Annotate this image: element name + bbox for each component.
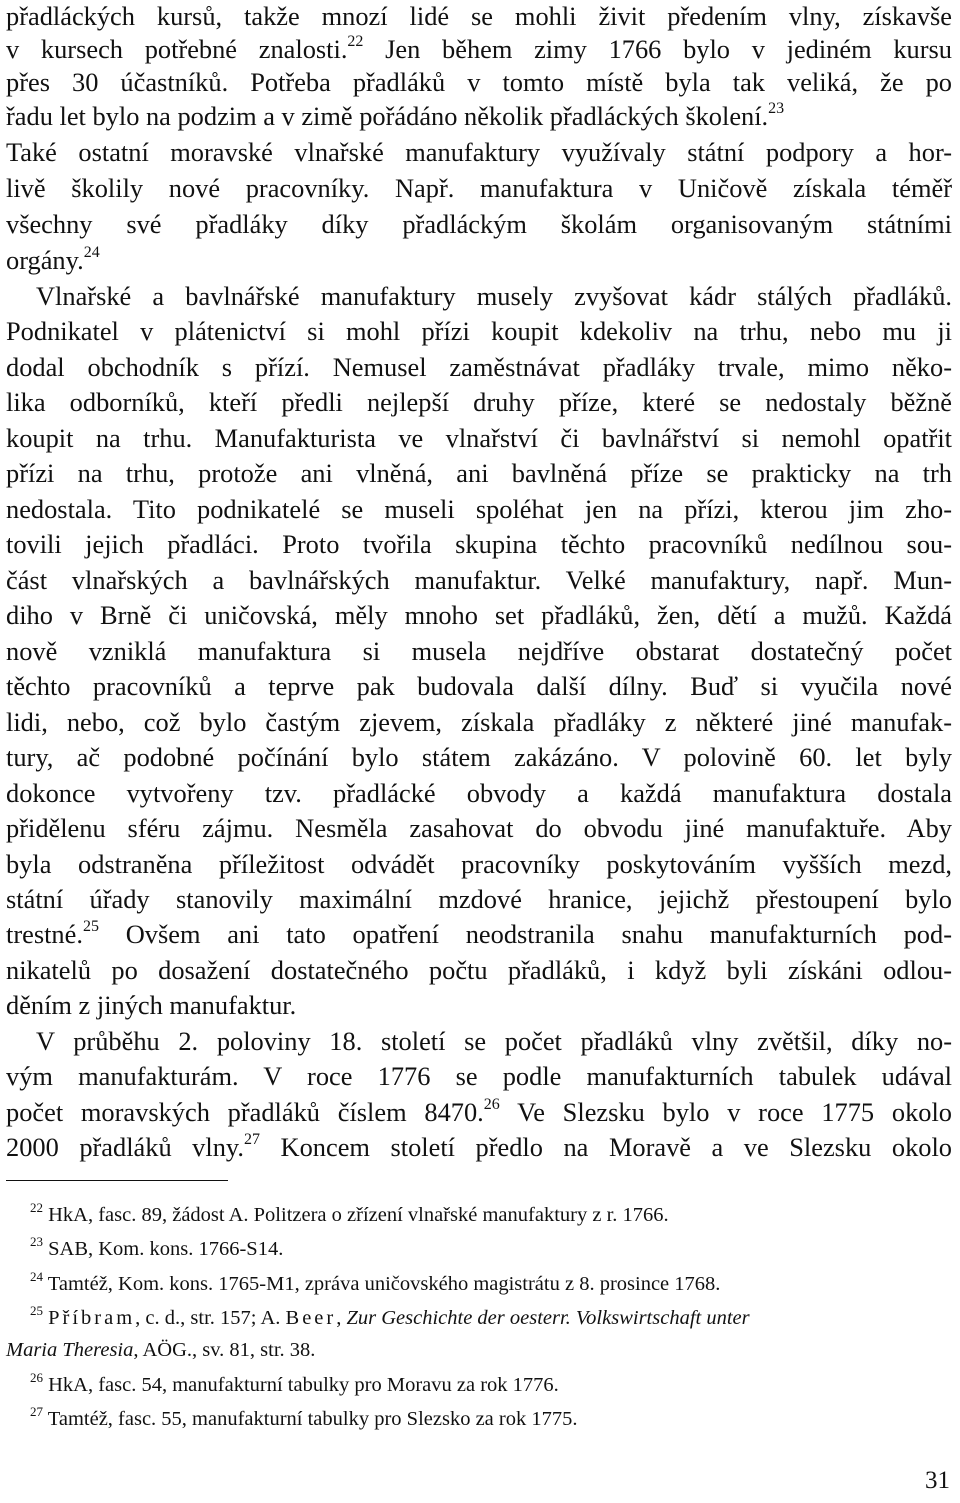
- body-text: dokonce vytvořeny tzv. přadlácké obvody a každá manufaktura dostala: [6, 778, 952, 808]
- body-line: [6, 351, 952, 384]
- footnote-ref[interactable]: 26: [483, 1096, 500, 1114]
- footnote-text: , AÖG., sv. 81, str. 38.: [133, 1339, 316, 1361]
- body-text: těchto pracovníků a teprve pak budovala další dílny. Buď si vyučila nové: [6, 671, 952, 701]
- footnote-title: Zur Geschichte der oesterr. Volkswirtschaft unter: [346, 1307, 750, 1329]
- footnote-text: ,: [336, 1307, 342, 1329]
- body-line: [6, 100, 952, 133]
- footnote-text: HkA, fasc. 89, žádost A. Politzera o zřízení vlnařské manufaktury z r. 1766.: [48, 1204, 669, 1226]
- body-text: děním z jiných manufaktur.: [6, 990, 297, 1020]
- body-text: Ve Slezsku bylo v roce 1775 okolo: [517, 1097, 952, 1127]
- body-text: řadu let bylo na podzim a v zimě pořádáno několik přadláckých školení.: [6, 101, 769, 131]
- page-number: 31: [925, 1467, 950, 1494]
- footnote-number: 27: [30, 1404, 43, 1420]
- body-line: [6, 1131, 952, 1164]
- body-text: Vlnařské a bavlnářské manufaktury musely zvyšovat kádr stálých přadláků.: [36, 281, 952, 311]
- body-line: [6, 386, 952, 419]
- footnote: [30, 1271, 960, 1297]
- footnote-number: 23: [30, 1234, 43, 1250]
- footnote-title: Maria Theresia: [6, 1339, 134, 1361]
- body-text: byla odstraněna příležitost odvádět pracovníky poskytováním vyšších mezd,: [6, 849, 952, 879]
- footnote-text: Tamtéž, fasc. 55, manufakturní tabulky pro Slezsko za rok 1775.: [47, 1408, 578, 1430]
- footnote-ref[interactable]: 25: [82, 918, 99, 936]
- body-text: všechny své přadláky díky přadláckým školám organisovaným státními: [6, 209, 952, 239]
- footnote-text: , c. d., str. 157; A.: [135, 1307, 281, 1329]
- body-text: orgány.: [6, 245, 84, 275]
- footnote: [30, 1305, 960, 1331]
- body-text: část vlnařských a bavlnářských manufaktur. Velké manufaktury, např. Mun-: [6, 565, 952, 595]
- body-line: [6, 528, 952, 561]
- body-text: diho v Brně či uničovská, měly mnoho set přadláků, žen, dětí a mužů. Každá: [6, 600, 952, 630]
- body-line: [6, 1096, 952, 1129]
- body-line: [6, 954, 952, 987]
- body-line: [6, 244, 952, 277]
- footnote: [30, 1202, 960, 1228]
- body-text: V průběhu 2. poloviny 18. století se počet přadláků vlny zvětšil, díky no-: [36, 1026, 952, 1056]
- footnote-text: HkA, fasc. 54, manufakturní tabulky pro Moravu za rok 1776.: [48, 1374, 559, 1396]
- footnote-separator: [6, 1180, 228, 1181]
- body-line: [6, 989, 952, 1022]
- body-text: počet moravských přadláků číslem 8470.: [6, 1097, 484, 1127]
- body-line: [6, 422, 952, 455]
- footnote-ref[interactable]: 27: [244, 1131, 260, 1149]
- footnote-number: 22: [30, 1200, 43, 1216]
- body-line: [6, 457, 952, 490]
- footnote-number: 26: [30, 1370, 43, 1386]
- body-text: Ovšem ani tato opatření neodstranila snahu manufakturních pod-: [125, 919, 952, 949]
- body-text: Také ostatní moravské vlnařské manufaktury využívaly státní podpory a hor-: [6, 137, 952, 167]
- body-text: nedostala. Tito podnikatelé se museli spoléhat jen na přízi, kterou jim zho-: [6, 494, 952, 524]
- body-text: vým manufakturám. V roce 1776 se podle manufakturních tabulek udával: [6, 1061, 952, 1091]
- body-line: [6, 635, 952, 668]
- footnote-text: Tamtéž, Kom. kons. 1765-M1, zpráva uničovského magistrátu z 8. prosince 1768.: [47, 1273, 721, 1295]
- body-line: [6, 172, 952, 205]
- body-line: [6, 493, 952, 526]
- body-line: [6, 777, 952, 810]
- body-line: [6, 706, 952, 739]
- body-line: [6, 1060, 952, 1093]
- body-line: [6, 315, 952, 348]
- body-text: přes 30 účastníků. Potřeba přadláků v tomto místě byla tak veliká, že po: [6, 67, 952, 97]
- body-text: 2000 přadláků vlny.: [6, 1132, 244, 1162]
- body-line: [6, 136, 952, 169]
- footnote: [30, 1236, 960, 1262]
- body-line: [36, 280, 952, 313]
- body-text: státní úřady stanovily maximální mzdové hranice, jejichž přestoupení bylo: [6, 884, 952, 914]
- body-text: dodal obchodník s přízí. Nemusel zaměstnávat přadláky trvale, mimo něko-: [6, 352, 952, 382]
- body-line: [6, 848, 952, 881]
- body-text: Jen během zimy 1766 bylo v jediném kursu: [385, 34, 952, 64]
- body-line: [6, 0, 952, 33]
- body-text: tovili jejich přadláci. Proto tvořila skupina těchto pracovníků nedílnou sou-: [6, 529, 952, 559]
- body-text: přadláckých kursů, takže mnozí lidé se mohli živit předením vlny, získavše: [6, 1, 952, 31]
- footnote-text: SAB, Kom. kons. 1766-S14.: [48, 1238, 284, 1260]
- body-line: [6, 741, 952, 774]
- body-text: nově vzniklá manufaktura si musela nejdříve obstarat dostatečný počet: [6, 636, 952, 666]
- body-text: Podnikatel v plátenictví si mohl přízi koupit kdekoliv na trhu, nebo mu ji: [6, 316, 952, 346]
- footnote-continuation: [6, 1337, 952, 1363]
- body-line: [6, 883, 952, 916]
- body-line: [6, 812, 952, 845]
- body-text: lidi, nebo, což bylo častým zjevem, získala přadláky z některé jiné manufak-: [6, 707, 952, 737]
- body-line: [6, 66, 952, 99]
- body-text: livě školily nové pracovníky. Např. manufaktura v Uničově získala téměř: [6, 173, 952, 203]
- footnote-author: Beer: [285, 1307, 337, 1329]
- footnote-author: Příbram: [48, 1307, 136, 1329]
- footnote: [30, 1406, 960, 1432]
- footnote-ref[interactable]: 23: [768, 100, 785, 118]
- body-text: nikatelů po dosažení dostatečného počtu přadláků, i když byli získáni odlou-: [6, 955, 952, 985]
- body-text: přidělenu sféru zájmu. Nesměla zasahovat do obvodu jiné manufaktuře. Aby: [6, 813, 952, 843]
- body-text: přízi na trhu, protože ani vlněná, ani bavlněná příze se prakticky na trh: [6, 458, 952, 488]
- footnote-ref[interactable]: 24: [83, 244, 100, 262]
- body-line: [6, 670, 952, 703]
- body-text: v kursech potřebné znalosti.: [6, 34, 348, 64]
- body-line: [36, 1025, 952, 1058]
- body-text: koupit na trhu. Manufakturista ve vlnařství či bavlnářství si nemohl opatřit: [6, 423, 952, 453]
- body-line: [6, 599, 952, 632]
- body-text: Koncem století předlo na Moravě a ve Slezsku okolo: [280, 1132, 952, 1162]
- body-text: trestné.: [6, 919, 83, 949]
- footnote: [30, 1372, 960, 1398]
- footnote-ref[interactable]: 22: [347, 33, 364, 51]
- body-line: [6, 918, 952, 951]
- body-line: [6, 33, 952, 66]
- body-text: tury, ač podobné počínání bylo státem zakázáno. V polovině 60. let byly: [6, 742, 952, 772]
- body-text: lika odborníků, kteří předli nejlepší druhy příze, které se nedostaly běžně: [6, 387, 952, 417]
- footnote-number: 25: [30, 1303, 43, 1319]
- body-line: [6, 208, 952, 241]
- footnote-number: 24: [30, 1269, 43, 1285]
- body-line: [6, 564, 952, 597]
